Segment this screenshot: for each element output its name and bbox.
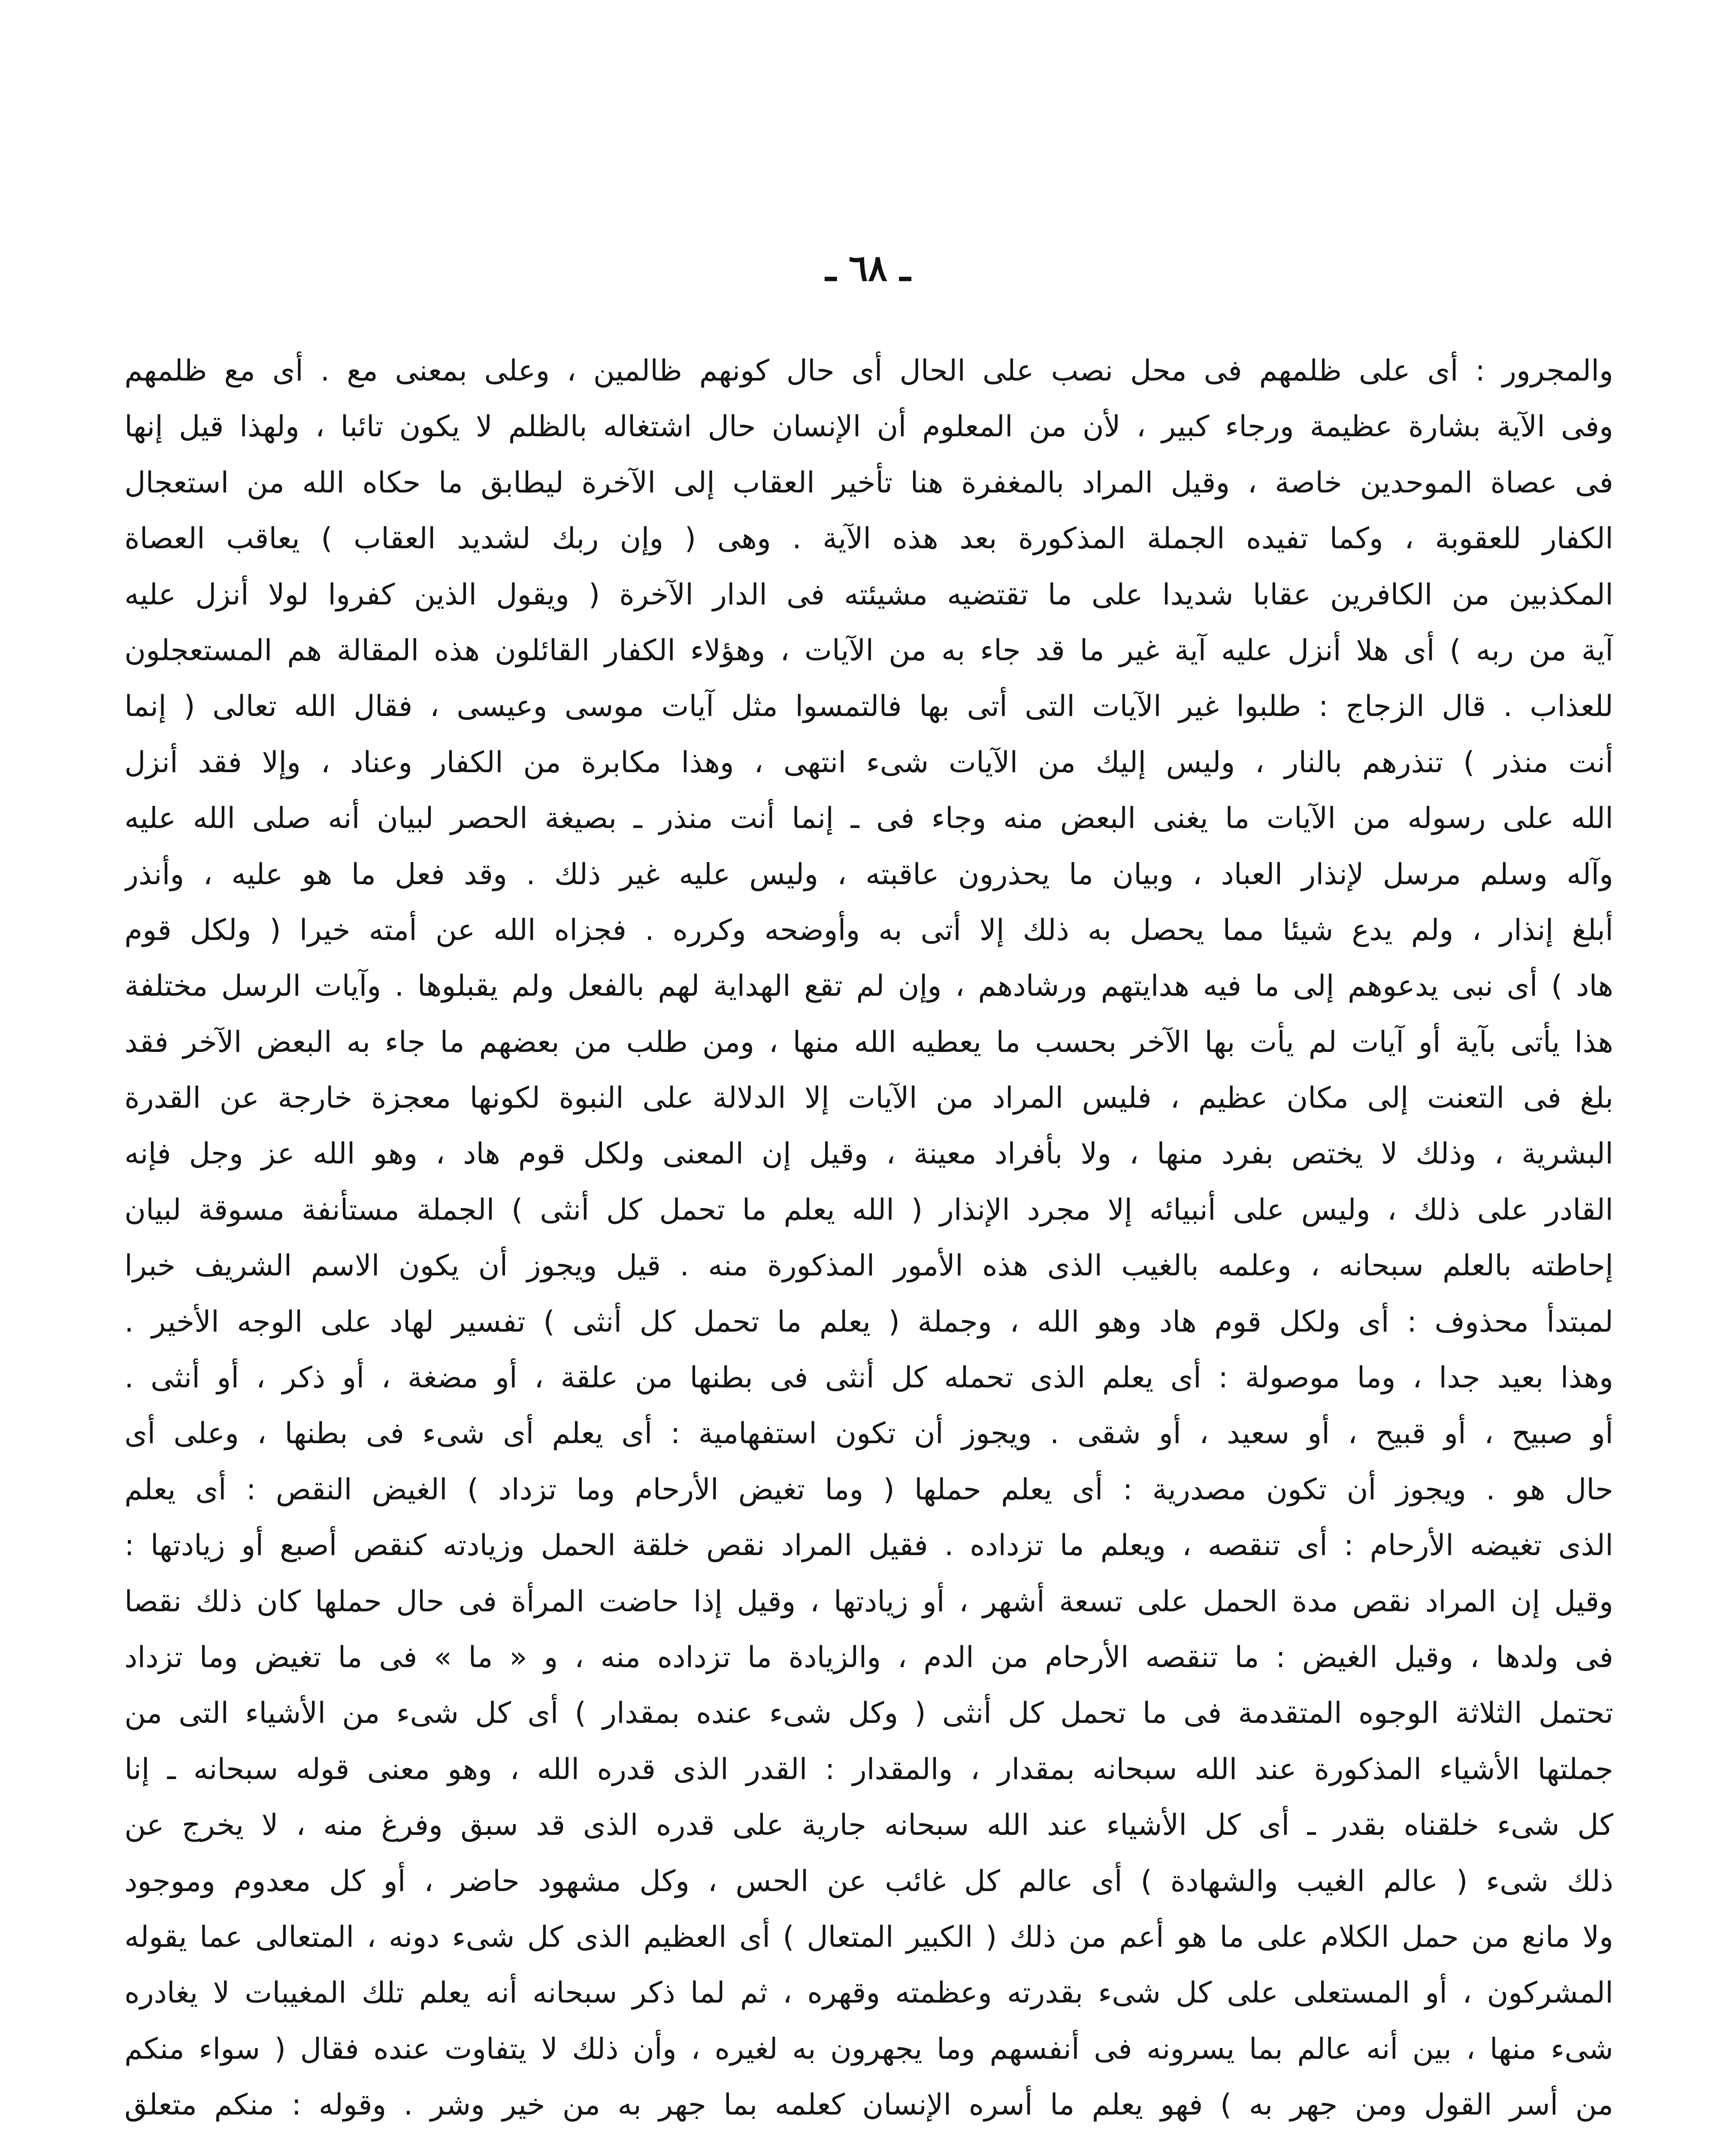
text-line: الذى تغيضه الأرحام : أى تنقصه ، ويعلم ما تزداده . فقيل المراد نقص خلقة الحمل وزيادته كنقص أصبع أو زيادتها : [124, 1529, 1613, 1563]
text-line: البشرية ، وذلك لا يختص بفرد منها ، ولا بأفراد معينة ، وقيل إن المعنى ولكل قوم هاد ، وهو الله عز وجل فإنه [124, 1137, 1613, 1171]
text-line: فى عصاة الموحدين خاصة ، وقيل المراد بالمغفرة هنا تأخير العقاب إلى الآخرة ليطابق ما حكاه الله من استعجال [124, 465, 1613, 500]
text-line: وفى الآية بشارة عظيمة ورجاء كبير ، لأن من المعلوم أن الإنسان حال اشتغاله بالظلم لا يكون تائبا ، ولهذا قيل إنها [124, 410, 1613, 444]
text-line: أو صبيح ، أو قبيح ، أو سعيد ، أو شقى . ويجوز أن تكون استفهامية : أى يعلم أى شىء فى بطنها ، وعلى أى [124, 1417, 1613, 1451]
text-line: المشركون ، أو المستعلى على كل شىء بقدرته وعظمته وقهره ، ثم لما ذكر سبحانه أنه يعلم تلك المغيبات لا يغادره [124, 1976, 1613, 2010]
text-line: أبلغ إنذار ، ولم يدع شيئا مما يحصل به ذلك إلا أتى به وأوضحه وكرره . فجزاه الله عن أمته خيرا ( ولكل قوم [124, 913, 1613, 947]
text-line: والمجرور : أى على ظلمهم فى محل نصب على الحال أى حال كونهم ظالمين ، وعلى بمعنى مع . أى مع ظلمهم [124, 354, 1613, 388]
text-line: الله على رسوله من الآيات ما يغنى البعض منه وجاء فى ـ إنما أنت منذر ـ بصيغة الحصر لبيان أنه صلى الله عليه [124, 801, 1613, 836]
text-line: لمبتدأ محذوف : أى ولكل قوم هاد وهو الله ، وجملة ( يعلم ما تحمل كل أنثى ) تفسير لهاد على الوجه الأخير . [124, 1305, 1613, 1339]
text-line: للعذاب . قال الزجاج : طلبوا غير الآيات التى أتى بها فالتمسوا مثل آيات موسى وعيسى ، فقال الله تعالى ( إنما [124, 689, 1613, 724]
text-line: بلغ فى التعنت إلى مكان عظيم ، فليس المراد من الآيات إلا الدلالة على النبوة لكونها معجزة خارجة عن القدرة [124, 1081, 1613, 1115]
text-line: هذا يأتى بآية أو آيات لم يأت بها الآخر بحسب ما يعطيه الله منها ، ومن طلب من بعضهم ما جاء به البعض الآخر فقد [124, 1025, 1613, 1059]
text-line: تحتمل الثلاثة الوجوه المتقدمة فى ما تحمل كل أنثى ( وكل شىء عنده بمقدار ) أى كل شىء من الأشياء التى من [124, 1696, 1613, 1731]
text-line: ولا مانع من حمل الكلام على ما هو أعم من ذلك ( الكبير المتعال ) أى العظيم الذى كل شىء دونه ، المتعالى عما يقوله [124, 1920, 1613, 1954]
text-line: آية من ربه ) أى هلا أنزل عليه آية غير ما قد جاء به من الآيات ، وهؤلاء الكفار القائلون هذه المقالة هم المستعجلون [124, 633, 1613, 668]
page-number: ـ ٦٨ ـ [826, 247, 910, 289]
text-line: إحاطته بالعلم سبحانه ، وعلمه بالغيب الذى هذه الأمور المذكورة منه . قيل ويجوز أن يكون الاسم الشريف خبرا [124, 1249, 1613, 1283]
text-line: وآله وسلم مرسل لإنذار العباد ، وبيان ما يحذرون عاقبته ، وليس عليه غير ذلك . وقد فعل ما هو عليه ، وأنذر [124, 857, 1613, 891]
text-line: وقيل إن المراد نقص مدة الحمل على تسعة أشهر ، أو زيادتها ، وقيل إذا حاضت المرأة فى حال حملها كان ذلك نقصا [124, 1584, 1613, 1619]
body-text [124, 343, 1613, 2133]
text-line: وهذا بعيد جدا ، وما موصولة : أى يعلم الذى تحمله كل أنثى فى بطنها من علقة ، أو مضغة ، أو ذكر ، أو أنثى . [124, 1361, 1613, 1395]
text-line: حال هو . ويجوز أن تكون مصدرية : أى يعلم حملها ( وما تغيض الأرحام وما تزداد ) الغيض النقص : أى يعلم [124, 1472, 1613, 1507]
text-line: شىء منها ، بين أنه عالم بما يسرونه فى أنفسهم وما يجهرون به لغيره ، وأن ذلك لا يتفاوت عنده فقال ( سواء منكم [124, 2032, 1613, 2066]
text-line: جملتها الأشياء المذكورة عند الله سبحانه بمقدار ، والمقدار : القدر الذى قدره الله ، وهو معنى قوله سبحانه ـ إنا [124, 1752, 1613, 1786]
text-line: الكفار للعقوبة ، وكما تفيده الجملة المذكورة بعد هذه الآية . وهى ( وإن ربك لشديد العقاب ) يعاقب العصاة [124, 522, 1613, 556]
text-line: ذلك شىء ( عالم الغيب والشهادة ) أى عالم كل غائب عن الحس ، وكل مشهود حاضر ، أو كل معدوم وموجود [124, 1864, 1613, 1898]
text-line: كل شىء خلقناه بقدر ـ أى كل الأشياء عند الله سبحانه جارية على قدره الذى قد سبق وفرغ منه ، لا يخرج عن [124, 1808, 1613, 1843]
text-line: أنت منذر ) تنذرهم بالنار ، وليس إليك من الآيات شىء انتهى ، وهذا مكابرة من الكفار وعناد ، وإلا فقد أنزل [124, 745, 1613, 779]
text-line: هاد ) أى نبى يدعوهم إلى ما فيه هدايتهم ورشادهم ، وإن لم تقع الهداية لهم بالفعل ولم يقبلوها . وآيات الرسل مختلفة [124, 969, 1613, 1003]
text-line: القادر على ذلك ، وليس على أنبيائه إلا مجرد الإنذار ( الله يعلم ما تحمل كل أنثى ) الجملة مستأنفة مسوقة لبيان [124, 1193, 1613, 1227]
text-line: المكذبين من الكافرين عقابا شديدا على ما تقتضيه مشيئته فى الدار الآخرة ( ويقول الذين كفروا لولا أنزل عليه [124, 577, 1613, 612]
text-line: من أسر القول ومن جهر به ) فهو يعلم ما أسره الإنسان كعلمه بما جهر به من خير وشر . وقوله : منكم متعلق [124, 2088, 1613, 2122]
text-line: فى ولدها ، وقيل الغيض : ما تنقصه الأرحام من الدم ، والزيادة ما تزداده منه ، و « ما » فى ما تغيض وما تزداد [124, 1640, 1613, 1674]
